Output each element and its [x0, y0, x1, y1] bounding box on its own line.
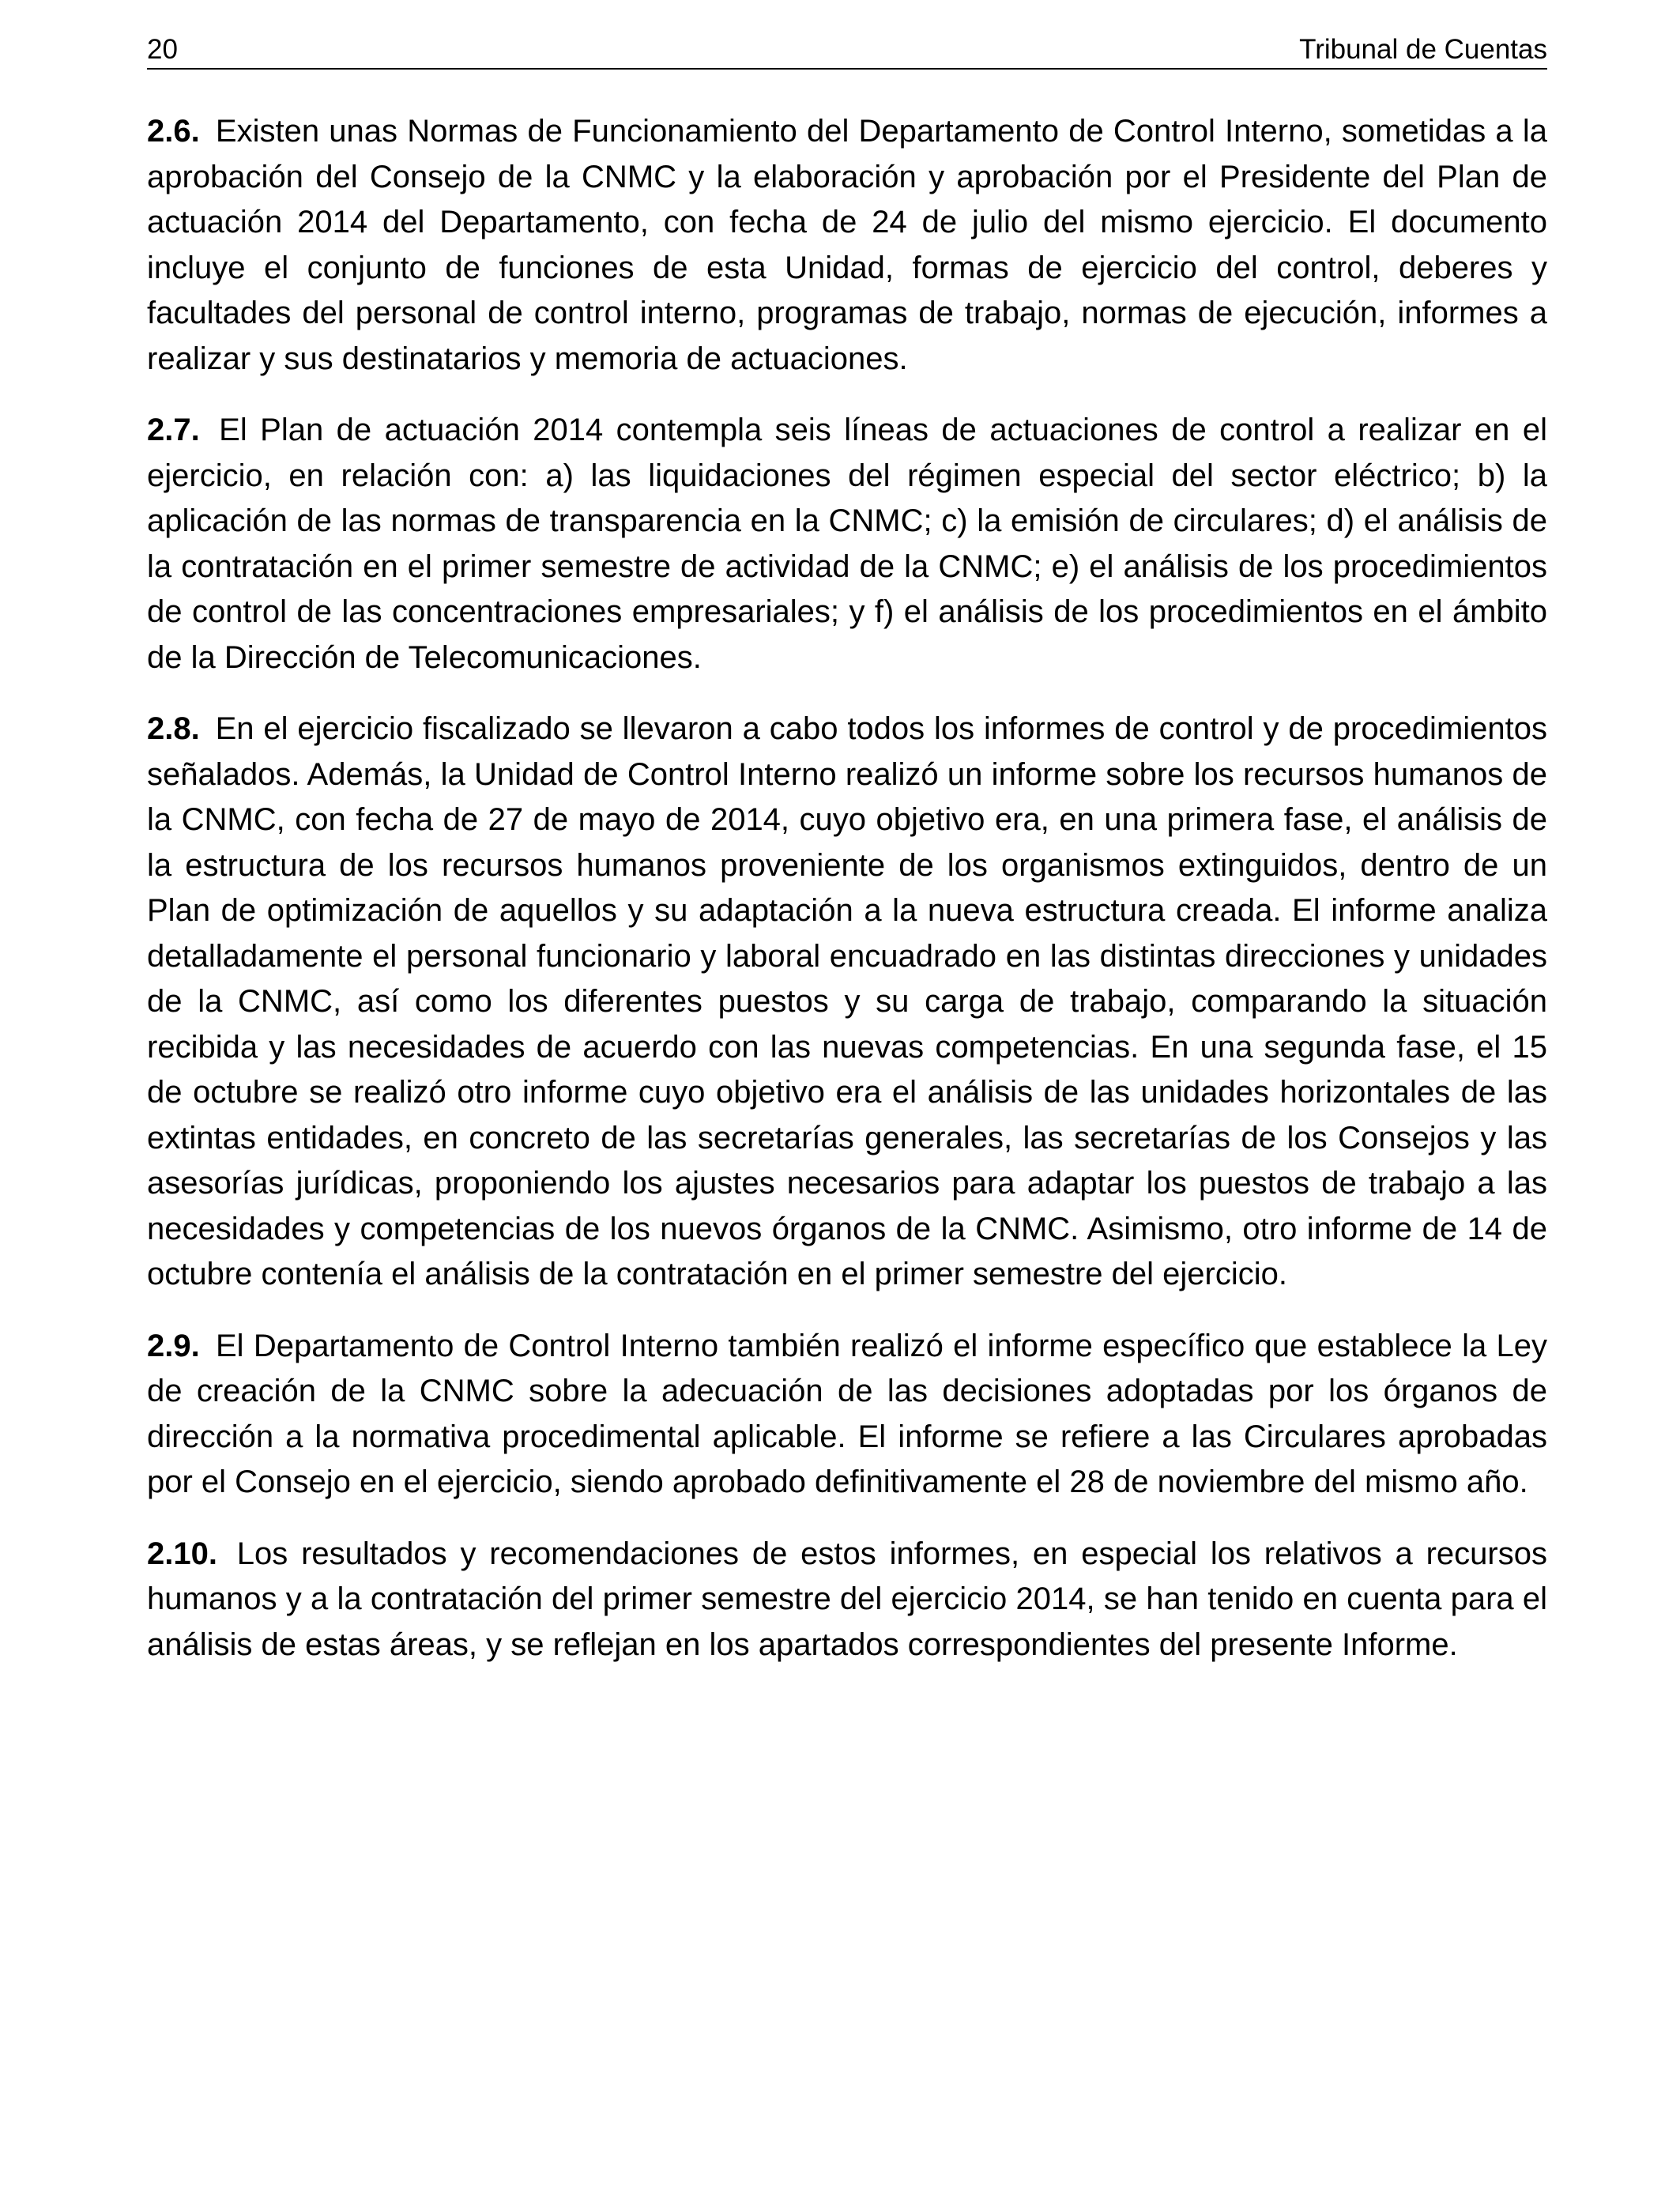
paragraph-number: 2.10. [147, 1536, 217, 1571]
paragraph-text: En el ejercicio fiscalizado se llevaron a cabo todos los informes de control y de procedimientos señalados. Además, la Unidad de Control Interno realizó un informe sobre los recursos humanos de la CNMC, con fecha de 27 de mayo de 2014, cuyo objetivo era, en una primera fase, el análisis de la estructura de los recursos humanos proveniente de los organismos extinguidos, dentro de un Plan de optimización de aquellos y su adaptación a la nueva estructura creada. El informe analiza detalladamente el personal funcionario y laboral encuadrado en las distintas direcciones y unidades de la CNMC, así como los diferentes puestos y su carga de trabajo, comparando la situación recibida y las necesidades de acuerdo con las nuevas competencias. En una segunda fase, el 15 de octubre se realizó otro informe cuyo objetivo era el análisis de las unidades horizontales de las extintas entidades, en concreto de las secretarías generales, las secretarías de los Consejos y las asesorías jurídicas, proponiendo los ajustes necesarios para adaptar los puestos de trabajo a las necesidades y competencias de los nuevos órganos de la CNMC. Asimismo, otro informe de 14 de octubre contenía el análisis de la contratación en el primer semestre del ejercicio. [147, 711, 1547, 1291]
paragraph-2-7 [147, 408, 1547, 680]
paragraph-text: Los resultados y recomendaciones de estos informes, en especial los relativos a recursos humanos y a la contratación del primer semestre del ejercicio 2014, se han tenido en cuenta para el análisis de estas áreas, y se reflejan en los apartados correspondientes del presente Informe. [147, 1536, 1547, 1662]
page-number: 20 [147, 34, 178, 65]
paragraph-2-9 [147, 1324, 1547, 1506]
paragraph-text: Existen unas Normas de Funcionamiento del Departamento de Control Interno, sometidas a la aprobación del Consejo de la CNMC y la elaboración y aprobación por el Presidente del Plan de actuación 2014 del Departamento, con fecha de 24 de julio del mismo ejercicio. El documento incluye el conjunto de funciones de esta Unidad, formas de ejercicio del control, deberes y facultades del personal de control interno, programas de trabajo, normas de ejecución, informes a realizar y sus destinatarios y memoria de actuaciones. [147, 114, 1547, 376]
document-body [147, 109, 1547, 1694]
paragraph-number: 2.6. [147, 114, 200, 149]
paragraph-text: El Departamento de Control Interno también realizó el informe específico que establece la Ley de creación de la CNMC sobre la adecuación de las decisiones adoptadas por los órganos de dirección a la normativa procedimental aplicable. El informe se refiere a las Circulares aprobadas por el Consejo en el ejercicio, siendo aprobado definitivamente el 28 de noviembre del mismo año. [147, 1328, 1547, 1499]
running-head: Tribunal de Cuentas [1299, 34, 1547, 65]
paragraph-2-10 [147, 1532, 1547, 1668]
page-header [147, 32, 1547, 70]
paragraph-number: 2.8. [147, 711, 200, 746]
paragraph-2-8 [147, 707, 1547, 1298]
paragraph-2-6 [147, 109, 1547, 382]
paragraph-text: El Plan de actuación 2014 contempla seis líneas de actuaciones de control a realizar en el ejercicio, en relación con: a) las liquidaciones del régimen especial del sector eléctrico; b) la aplicación de las normas de transparencia en la CNMC; c) la emisión de circulares; d) el análisis de la contratación en el primer semestre de actividad de la CNMC; e) el análisis de los procedimientos de control de las concentraciones empresariales; y f) el análisis de los procedimientos en el ámbito de la Dirección de Telecomunicaciones. [147, 413, 1547, 675]
paragraph-number: 2.7. [147, 413, 200, 447]
paragraph-number: 2.9. [147, 1328, 200, 1363]
